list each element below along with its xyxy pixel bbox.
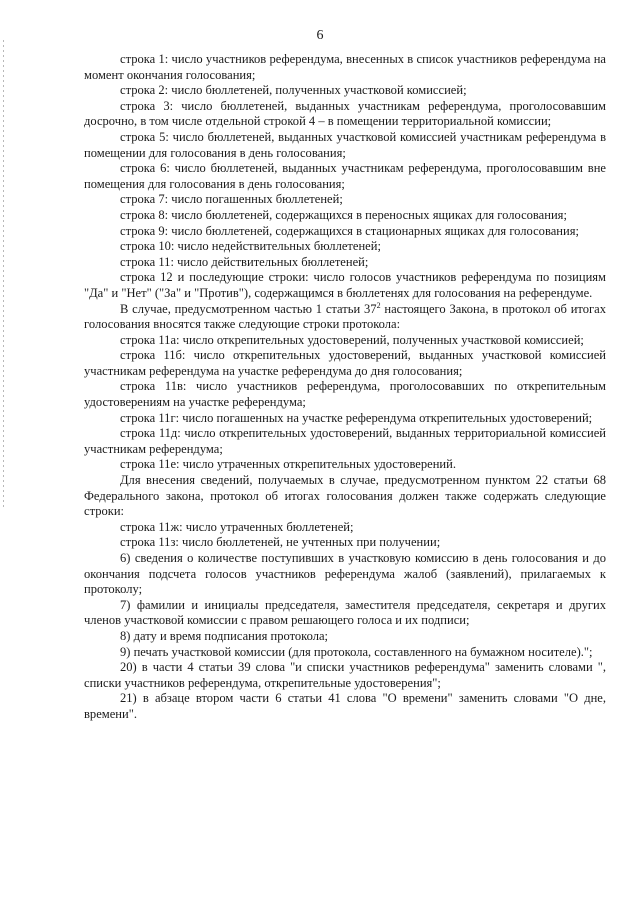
paragraph: строка 2: число бюллетеней, полученных участковой комиссией; <box>120 83 467 98</box>
document-body <box>84 52 606 723</box>
paragraph: строка 6: число бюллетеней, выданных участникам референдума, проголосовавшим вне помещения для голосования в день голосования; <box>84 161 606 191</box>
paragraph: строка 11з: число бюллетеней, не учтенных при получении; <box>120 535 441 550</box>
paragraph: 20) в части 4 статьи 39 слова "и списки участников референдума" заменить словами ", списки участников референдума, открепительные удостоверения"; <box>84 660 606 690</box>
paragraph: строка 11ж: число утраченных бюллетеней; <box>120 519 354 534</box>
paragraph: строка 9: число бюллетеней, содержащихся в стационарных ящиках для голосования; <box>120 223 579 238</box>
paragraph: строка 7: число погашенных бюллетеней; <box>120 192 343 207</box>
paragraph: строка 11: число действительных бюллетеней; <box>120 254 369 269</box>
paragraph: строка 5: число бюллетеней, выданных участковой комиссией участникам референдума в помещении для голосования в день голосования; <box>84 129 606 160</box>
paragraph: 8) дату и время подписания протокола; <box>120 628 329 643</box>
paragraph: строка 10: число недействительных бюллетеней; <box>120 239 381 254</box>
paragraph-text: настоящего Закона, в протокол об итогах голосования вносятся также следующие строки протокола: <box>84 301 607 332</box>
paragraph: строка 11в: число участников референдума, проголосовавших по открепительным удостоверениям на участке референдума; <box>84 379 606 410</box>
paragraph: строка 11а: число открепительных удостоверений, полученных участковой комиссией; <box>120 332 584 347</box>
superscript: 2 <box>376 300 381 310</box>
paragraph: 9) печать участковой комиссии (для протокола, составленного на бумажном носителе)."; <box>120 644 593 659</box>
paragraph: строка 11г: число погашенных на участке референдума открепительных удостоверений; <box>120 410 593 425</box>
paragraph-text: В случае, предусмотренном частью 1 статьи 37 <box>120 301 377 316</box>
page-number: 6 <box>316 28 324 43</box>
paragraph: строка 12 и последующие строки: число голосов участников референдума по позициям "Да" и "Нет" ("За" и "Против"), содержащимся в бюллетенях для голосования на референдуме. <box>84 270 606 300</box>
paragraph: строка 11д: число открепительных удостоверений, выданных территориальной комиссией участникам референдума; <box>84 426 606 456</box>
paragraph: строка 8: число бюллетеней, содержащихся в переносных ящиках для голосования; <box>120 207 567 222</box>
paragraph-with-superscript <box>84 302 606 333</box>
margin-dots <box>3 40 4 510</box>
paragraph: строка 1: число участников референдума, внесенных в список участников референдума на момент окончания голосования; <box>84 52 606 82</box>
paragraph: строка 11б: число открепительных удостоверений, выданных участковой комиссией участникам референдума на участке референдума до дня голосования; <box>84 348 606 378</box>
paragraph: 6) сведения о количестве поступивших в участковую комиссию в день голосования и до окончания подсчета голосов участников референдума жалоб (заявлений), прилагаемых к протоколу; <box>84 551 606 597</box>
paragraph: строка 3: число бюллетеней, выданных участникам референдума, проголосовавшим досрочно, в том числе отдельной строкой 4 – в помещении территориальной комиссии; <box>84 98 606 129</box>
paragraph: строка 11е: число утраченных открепительных удостоверений. <box>120 457 457 472</box>
paragraph: 7) фамилии и инициалы председателя, заместителя председателя, секретаря и других членов участковой комиссии с правом решающего голоса и их подписи; <box>84 597 606 628</box>
paragraph: Для внесения сведений, получаемых в случае, предусмотренном пунктом 22 статьи 68 Федерального закона, протокол об итогах голосования должен также содержать следующие строки: <box>84 473 606 519</box>
paragraph: 21) в абзаце втором части 6 статьи 41 слова "О времени" заменить словами "О дне, времени". <box>84 691 606 721</box>
